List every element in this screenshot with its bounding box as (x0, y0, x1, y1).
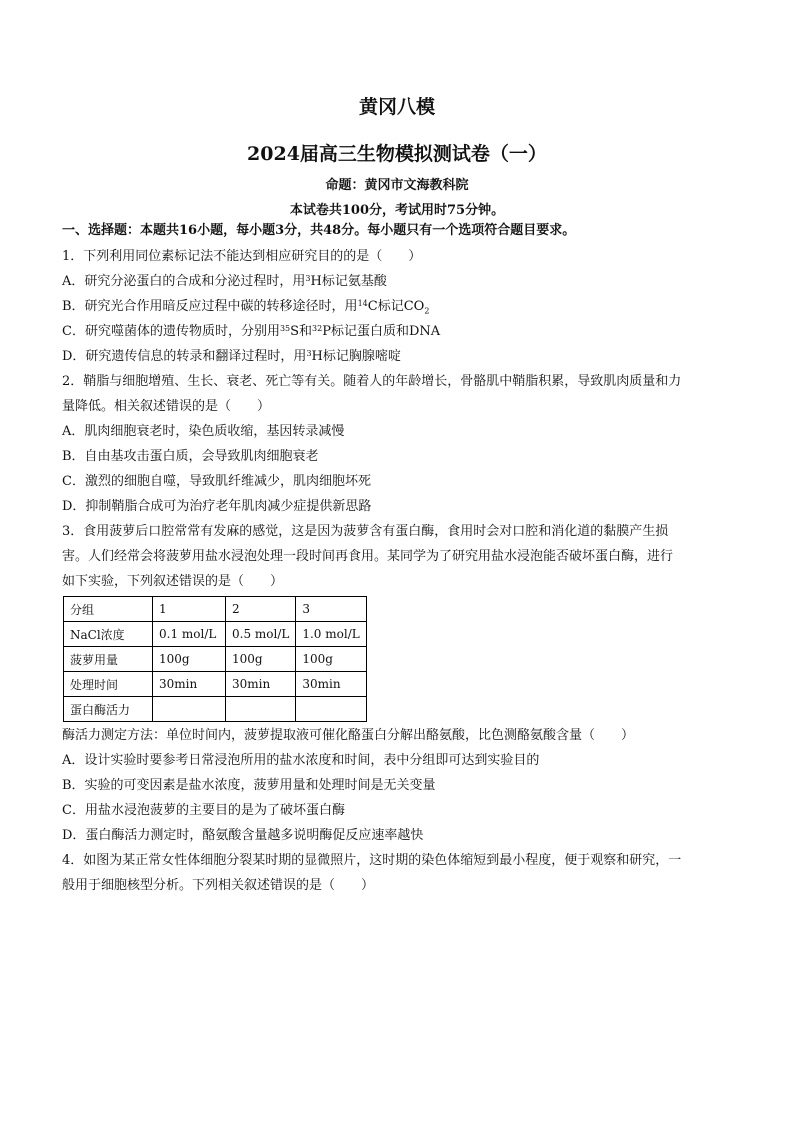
table-row (64, 622, 367, 647)
exam-paper-title: 2024届高三生物模拟测试卷（一） (247, 143, 547, 165)
q1-stem: 1．下列利用同位素标记法不能达到相应研究目的的是（ ） (62, 249, 422, 264)
q1-c-superscript-1: 35 (279, 324, 291, 333)
table-cell: 菠萝用量 (64, 647, 153, 672)
table-cell: 1.0 mol/L (296, 622, 366, 647)
q1-d-text: D．研究遗传信息的转录和翻译过程时，用 (62, 349, 307, 364)
q1-option-a (62, 273, 742, 291)
table-cell: 3 (296, 597, 366, 622)
q2-option-c: C．激烈的细胞自噬，导致肌纤维减少，肌肉细胞坏死 (62, 474, 371, 489)
q1-option-b (62, 298, 742, 321)
q1-b-text-mid: C标记CO (367, 299, 425, 314)
table-cell: 100g (226, 647, 296, 672)
table-cell: 2 (226, 597, 296, 622)
q1-a-text-end: H标记氨基酸 (310, 274, 387, 289)
table-row (64, 672, 367, 697)
table-cell: 1 (153, 597, 226, 622)
q3-stem-line-1: 3．食用菠萝后口腔常常有发麻的感觉，这是因为菠萝含有蛋白酶，食用时会对口腔和消化道的黏膜产生损 (62, 524, 669, 539)
q1-b-subscript: 2 (424, 306, 430, 316)
exam-series-title: 黄冈八模 (358, 96, 435, 118)
q1-option-d (62, 348, 742, 366)
q2-option-d: D．抑制鞘脂合成可为治疗老年肌肉减少症提供新思路 (62, 499, 372, 514)
q1-option-c (62, 323, 742, 341)
q3-method-note: 酶活力测定方法：单位时间内，菠萝提取液可催化酪蛋白分解出酪氨酸，比色测酪氨酸含量（ ） (62, 728, 635, 743)
table-cell (296, 697, 366, 722)
table-row (64, 647, 367, 672)
q4-stem-line-1: 4．如图为某正常女性体细胞分裂某时期的显微照片，这时期的染色体缩短到最小程度，便于观察和研究，一 (62, 853, 682, 868)
q2-stem-line-1: 2．鞘脂与细胞增殖、生长、衰老、死亡等有关。随着人的年龄增长，骨骼肌中鞘脂积累，导致肌肉质量和力 (62, 374, 682, 389)
table-cell: NaCl浓度 (64, 622, 153, 647)
q2-stem-line-2: 量降低。相关叙述错误的是（ ） (62, 399, 271, 414)
table-cell: 100g (153, 647, 226, 672)
q2-option-a: A．肌肉细胞衰老时，染色质收缩，基因转录减慢 (62, 424, 345, 439)
q3-option-c: C．用盐水浸泡菠萝的主要目的是为了破坏蛋白酶 (62, 803, 345, 818)
q3-experiment-table (63, 596, 367, 722)
table-cell: 0.5 mol/L (226, 622, 296, 647)
table-row (64, 597, 367, 622)
table-cell: 分组 (64, 597, 153, 622)
table-cell: 100g (296, 647, 366, 672)
q3-stem-line-3: 如下实验，下列叙述错误的是（ ） (62, 574, 284, 589)
table-cell: 30min (153, 672, 226, 697)
table-cell: 蛋白酶活力 (64, 697, 153, 722)
q1-c-text: C．研究噬菌体的遗传物质时，分别用 (62, 324, 280, 339)
q3-option-a: A．设计实验时要参考日常浸泡所用的盐水浓度和时间，表中分组即可达到实验目的 (62, 753, 540, 768)
section-heading: 一、选择题：本题共16小题，每小题3分，共48分。每小题只有一个选项符合题目要求。 (62, 223, 576, 238)
q1-b-superscript: 14 (357, 299, 368, 308)
q1-a-superscript: 3 (305, 274, 311, 283)
q1-c-superscript-2: 32 (312, 324, 323, 333)
q4-stem-line-2: 般用于细胞核型分析。下列相关叙述错误的是（ ） (62, 878, 375, 893)
q1-d-superscript: 3 (306, 349, 312, 358)
author-line: 命题：黄冈市文海教科院 (325, 178, 469, 193)
q3-option-d: D．蛋白酶活力测定时，酪氨酸含量越多说明酶促反应速率越快 (62, 828, 424, 843)
q3-option-b: B．实验的可变因素是盐水浓度，菠萝用量和处理时间是无关变量 (62, 778, 436, 793)
table-cell (153, 697, 226, 722)
table-row (64, 697, 367, 722)
q1-c-text-end: P标记蛋白质和DNA (322, 324, 441, 339)
table-cell (226, 697, 296, 722)
table-cell: 30min (226, 672, 296, 697)
q3-stem-line-2: 害。人们经常会将菠萝用盐水浸泡处理一段时间再食用。某同学为了研究用盐水浸泡能否破坏蛋白酶，进行 (62, 549, 674, 564)
q1-d-text-end: H标记胸腺嘧啶 (311, 349, 401, 364)
table-cell: 0.1 mol/L (153, 622, 226, 647)
table-cell: 处理时间 (64, 672, 153, 697)
q1-a-text: A．研究分泌蛋白的合成和分泌过程时，用 (62, 274, 306, 289)
q2-option-b: B．自由基攻击蛋白质，会导致肌肉细胞衰老 (62, 449, 319, 464)
q1-b-text: B．研究光合作用暗反应过程中碳的转移途径时，用 (62, 299, 358, 314)
table-cell: 30min (296, 672, 366, 697)
exam-info-line: 本试卷共100分，考试用时75分钟。 (289, 203, 505, 218)
q1-c-text-mid: S和 (290, 324, 313, 339)
